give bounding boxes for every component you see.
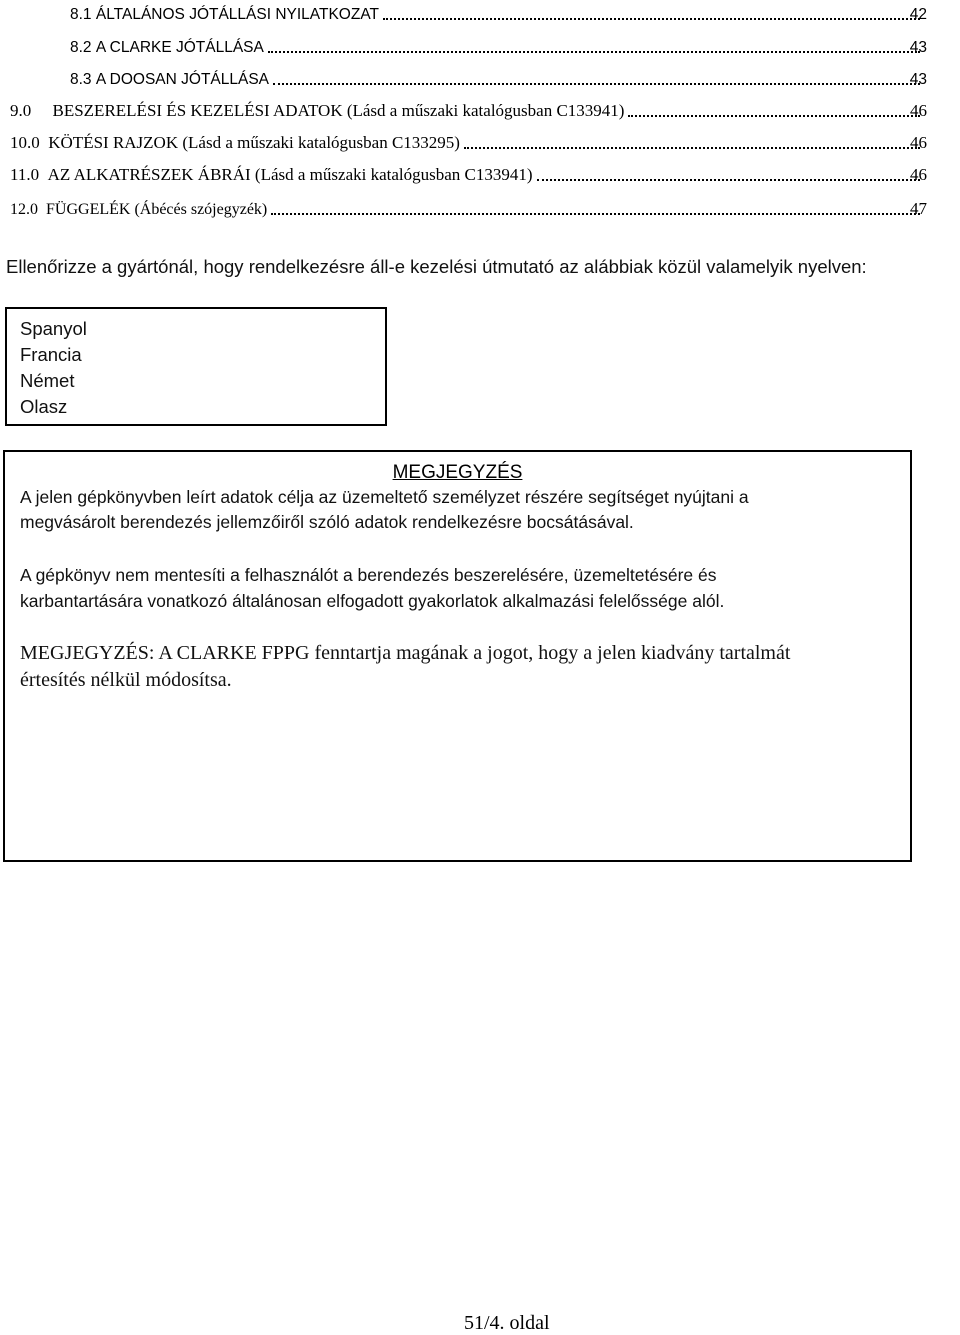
note-paragraph-line: A jelen gépkönyvben leírt adatok célja az üzemeltető személyzet részére segítséget nyújtani a bbox=[20, 487, 749, 507]
toc-title: KÖTÉSI RAJZOK (Lásd a műszaki katalógusban C133295) bbox=[48, 133, 460, 152]
toc-leader bbox=[383, 18, 920, 20]
toc-entry[interactable] bbox=[10, 195, 926, 219]
toc-title: ÁLTALÁNOS JÓTÁLLÁSI NYILATKOZAT bbox=[95, 6, 379, 23]
toc-page: 42 bbox=[909, 6, 927, 23]
toc-entry[interactable] bbox=[10, 161, 926, 185]
language-item: Német bbox=[20, 370, 75, 391]
language-item: Francia bbox=[20, 344, 82, 365]
toc-title: BESZERELÉSI ÉS KEZELÉSI ADATOK (Lásd a műszaki katalógusban C133941) bbox=[52, 101, 625, 120]
toc-number: 9.0 bbox=[10, 101, 32, 120]
toc-number: 8.1 bbox=[70, 6, 92, 23]
toc-number: 11.0 bbox=[10, 165, 40, 184]
toc-title: FÜGGELÉK (Ábécés szójegyzék) bbox=[46, 201, 268, 218]
note-heading: MEGJEGYZÉS bbox=[392, 462, 523, 483]
toc-entry[interactable] bbox=[70, 0, 926, 24]
toc-page: 43 bbox=[909, 71, 927, 88]
toc-page: 46 bbox=[910, 133, 927, 152]
toc-title: AZ ALKATRÉSZEK ÁBRÁI (Lásd a műszaki katalógusban C133941) bbox=[47, 165, 533, 184]
toc-leader bbox=[273, 83, 920, 85]
languages-box bbox=[5, 307, 387, 426]
toc-entry[interactable] bbox=[70, 33, 926, 57]
toc-entry[interactable] bbox=[70, 65, 926, 89]
toc-leader bbox=[628, 115, 920, 117]
toc-page: 47 bbox=[910, 199, 927, 218]
toc-leader bbox=[271, 213, 920, 215]
note-paragraph-line: megvásárolt berendezés jellemzőiről szóló adatok rendelkezésre bocsátásával. bbox=[20, 512, 634, 532]
language-item: Spanyol bbox=[20, 318, 87, 339]
language-item: Olasz bbox=[20, 396, 68, 417]
page-number: 51/4. oldal bbox=[464, 1312, 550, 1334]
toc-number: 10.0 bbox=[10, 133, 40, 152]
toc-leader bbox=[537, 179, 920, 181]
toc-number: 8.2 bbox=[70, 39, 92, 56]
toc-page: 43 bbox=[909, 39, 927, 56]
toc-number: 12.0 bbox=[10, 201, 38, 218]
toc-leader bbox=[268, 51, 920, 53]
toc-entry[interactable] bbox=[10, 97, 926, 121]
toc-leader bbox=[464, 147, 920, 149]
toc-number: 8.3 bbox=[70, 71, 92, 88]
language-availability-text: Ellenőrizze a gyártónál, hogy rendelkezésre áll-e kezelési útmutató az alábbiak közül valamelyik nyelven: bbox=[6, 256, 867, 277]
toc-page: 46 bbox=[910, 101, 927, 120]
note-paragraph-line: A gépkönyv nem mentesíti a felhasználót a berendezés beszerelésére, üzemeltetésére és bbox=[20, 565, 717, 585]
toc-title: A CLARKE JÓTÁLLÁSA bbox=[95, 39, 264, 56]
note-box bbox=[3, 450, 912, 862]
note-paragraph-line: karbantartására vonatkozó általánosan elfogadott gyakorlatok alkalmazási felelőssége alól. bbox=[20, 591, 725, 611]
toc-entry[interactable] bbox=[10, 129, 926, 153]
toc-page: 46 bbox=[910, 165, 927, 184]
note-paragraph-line: MEGJEGYZÉS: A CLARKE FPPG fenntartja magának a jogot, hogy a jelen kiadvány tartalmát bbox=[20, 642, 791, 664]
note-paragraph-line: értesítés nélkül módosítsa. bbox=[20, 669, 232, 691]
toc-title: A DOOSAN JÓTÁLLÁSA bbox=[95, 71, 270, 88]
